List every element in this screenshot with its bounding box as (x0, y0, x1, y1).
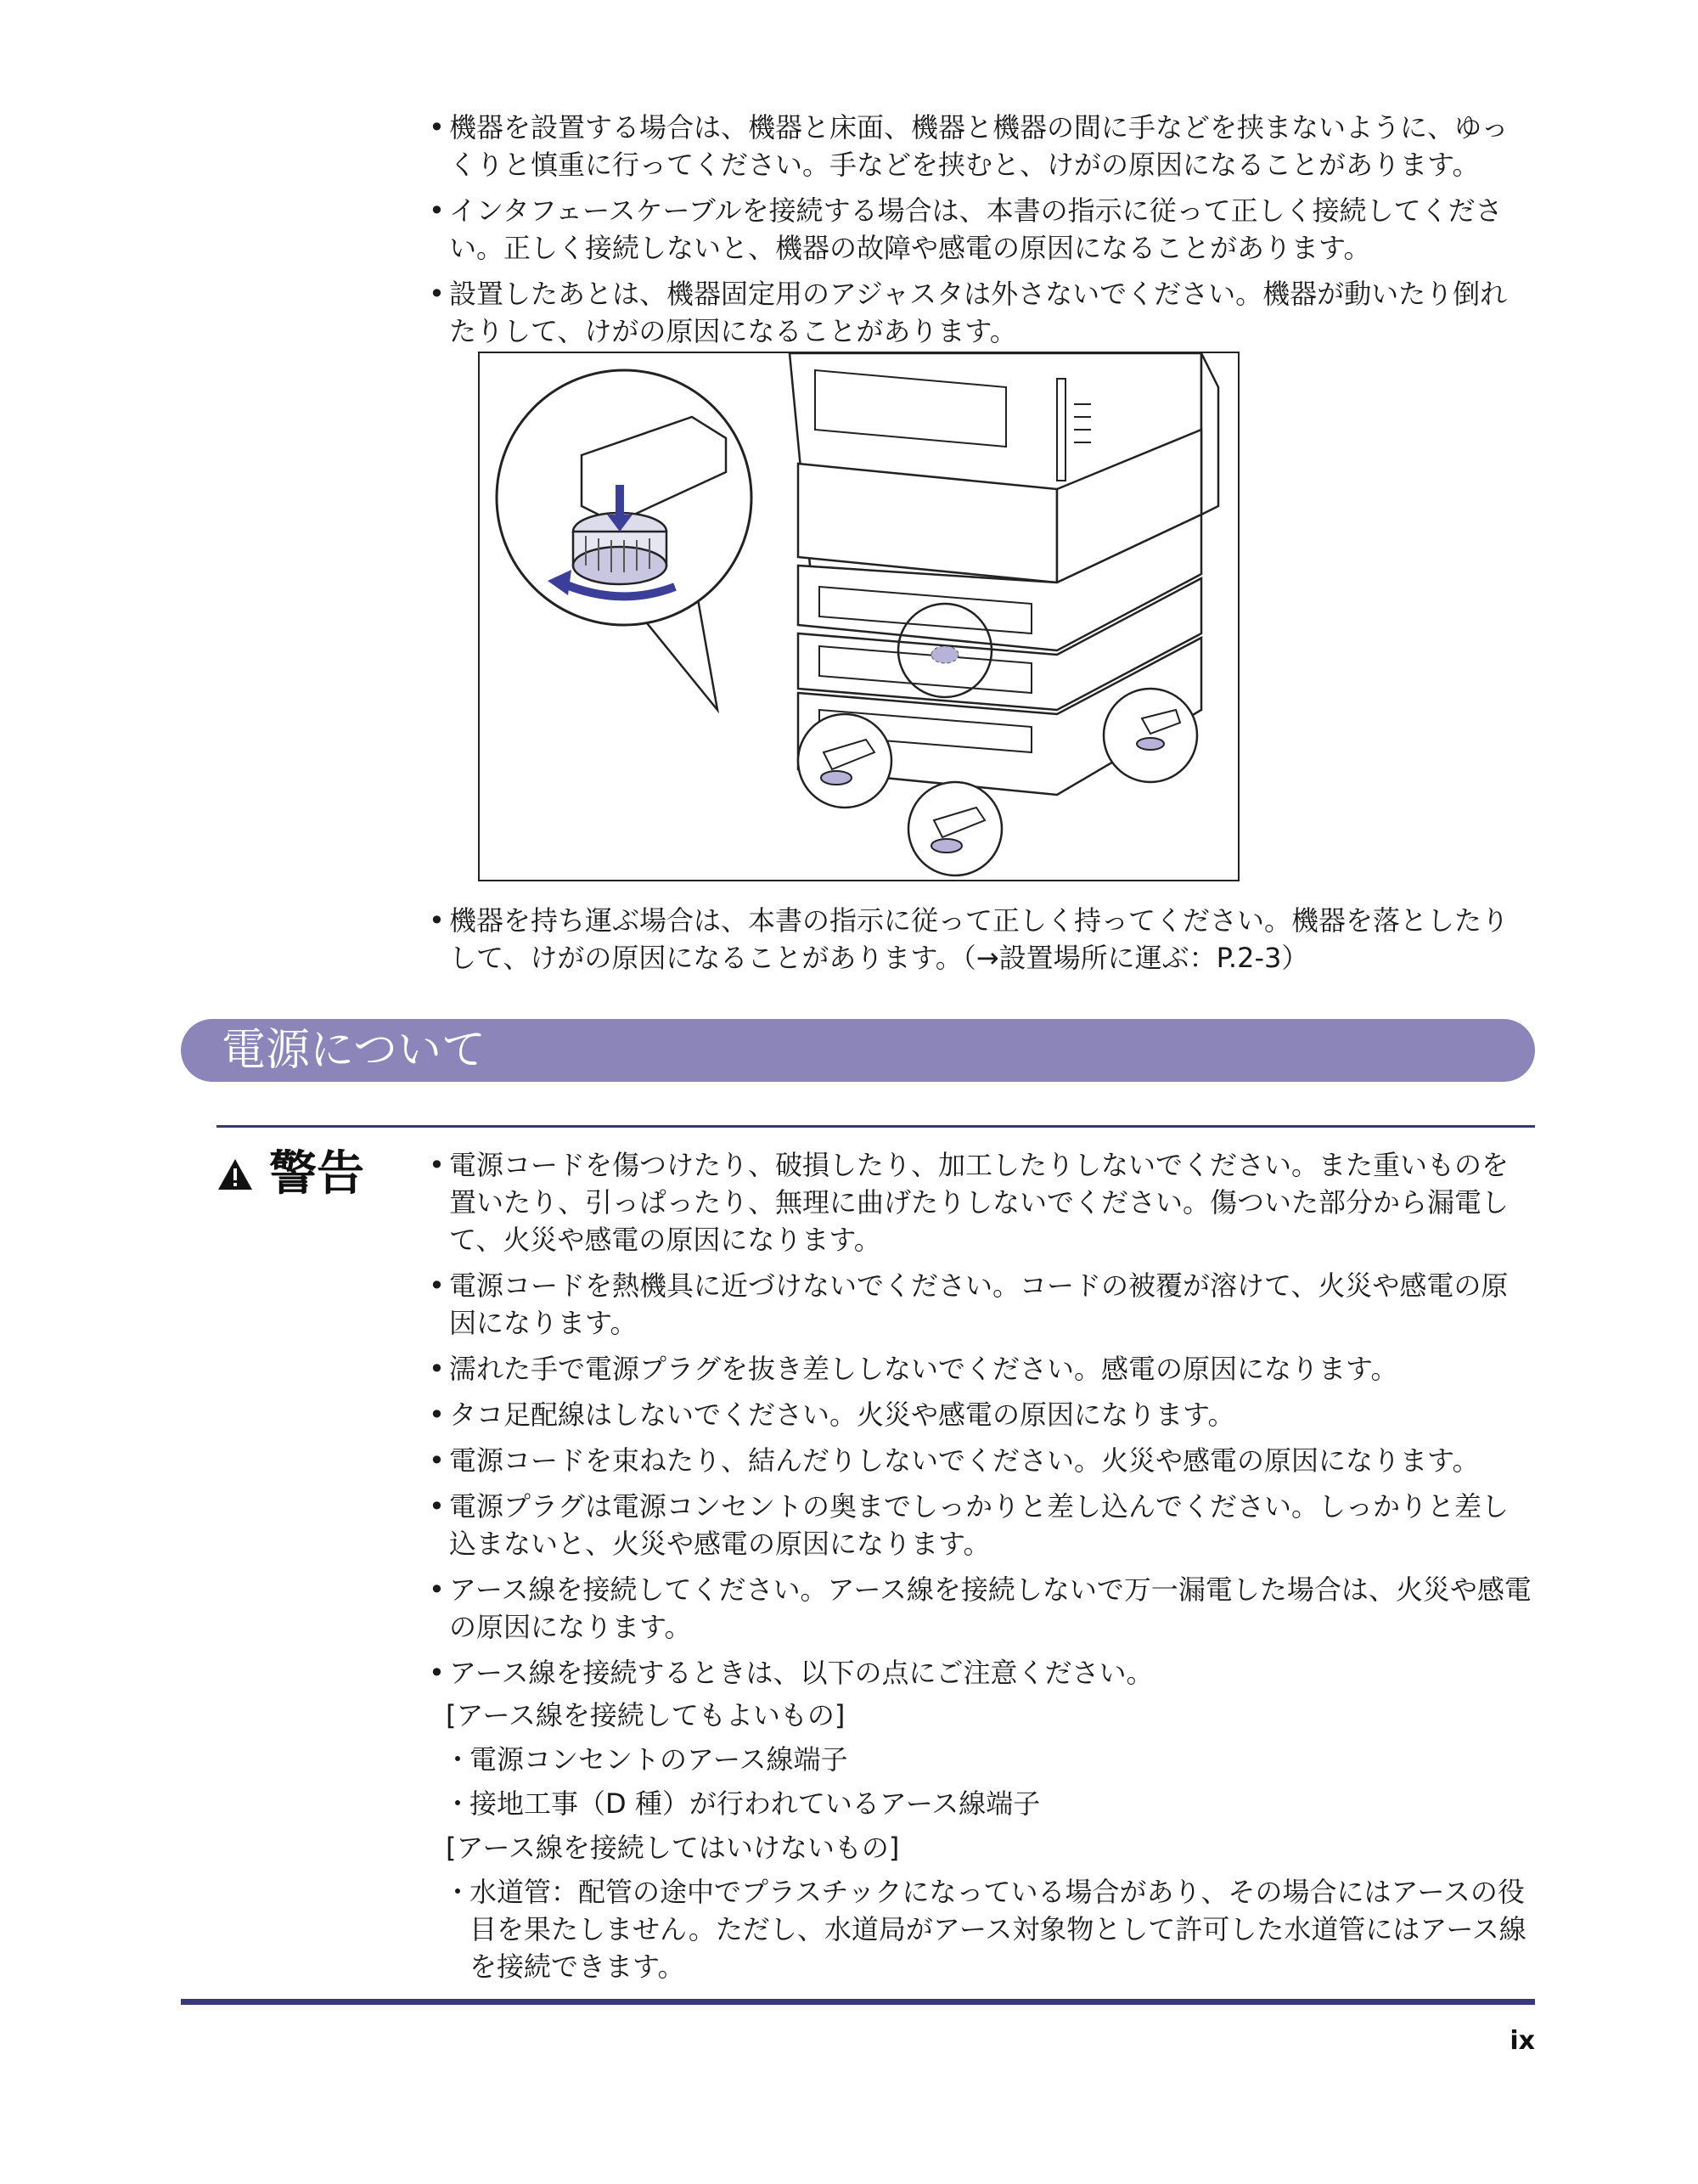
top-bullet-list (429, 109, 1532, 358)
section-divider (216, 1125, 1535, 1128)
list-item: • 電源プラグは電源コンセントの奥までしっかりと差し込んでください。しっかりと差し込まないと、火災や感電の原因になります。 (429, 1488, 1532, 1562)
warning-label (216, 1146, 364, 1202)
after-figure-bullet-list (429, 902, 1532, 985)
section-title: 電源について (222, 1025, 486, 1076)
list-item: • 電源コードを束ねたり、結んだりしないでください。火災や感電の原因になります。 (429, 1442, 1532, 1479)
warning-bullet-list (429, 1146, 1532, 1994)
list-item: • 濡れた手で電源プラグを抜き差ししないでください。感電の原因になります。 (429, 1350, 1532, 1388)
page-number: ix (1510, 2026, 1535, 2056)
list-item: • インタフェースケーブルを接続する場合は、本書の指示に従って正しく接続してください。正しく接続しないと、機器の故障や感電の原因になることがあります。 (429, 192, 1532, 267)
ng-item: ・ 水道管：配管の途中でプラスチックになっている場合があり、その場合にはアースの役目を果たしません。ただし、水道局がアース対象物として許可した水道管にはアース線を接続できます。 (449, 1873, 1532, 1985)
ok-item: ・ 電源コンセントのアース線端子 (449, 1741, 1532, 1778)
list-item (429, 1654, 1532, 1985)
earth-guidance (446, 1697, 1532, 1985)
list-item-text: • アース線を接続するときは、以下の点にご注意ください。 (449, 1657, 1154, 1689)
warning-text: 警告 (269, 1146, 364, 1202)
list-item: • 電源コードを傷つけたり、破損したり、加工したりしないでください。また重いものを置いたり、引っぱったり、無理に曲げたりしないでください。傷ついた部分から漏電して、火災や感電の原因になります。 (429, 1146, 1532, 1258)
footer-rule (181, 1999, 1535, 2005)
list-item: • アース線を接続してください。アース線を接続しないで万一漏電した場合は、火災や感電の原因になります。 (429, 1571, 1532, 1646)
list-item: • 電源コードを熱機具に近づけないでください。コードの被覆が溶けて、火災や感電の原因になります。 (429, 1267, 1532, 1342)
list-item: • 設置したあとは、機器固定用のアジャスタは外さないでください。機器が動いたり倒れたりして、けがの原因になることがあります。 (429, 275, 1532, 350)
ok-item: ・ 接地工事（D 種）が行われているアース線端子 (449, 1785, 1532, 1822)
section-heading (181, 1019, 1535, 1082)
list-item: • 機器を設置する場合は、機器と床面、機器と機器の間に手などを挟まないように、ゆっくりと慎重に行ってください。手などを挟むと、けがの原因になることがあります。 (429, 109, 1532, 183)
ok-heading: [アース線を接続してもよいもの] (446, 1699, 846, 1731)
list-item: • 機器を持ち運ぶ場合は、本書の指示に従って正しく持ってください。機器を落としたりして、けがの原因になることがあります。（→設置場所に運ぶ：P.2-3） (429, 902, 1532, 977)
adjuster-illustration (478, 352, 1240, 881)
warning-triangle-icon (216, 1157, 254, 1191)
list-item: • タコ足配線はしないでください。火災や感電の原因になります。 (429, 1396, 1532, 1433)
ng-heading: [アース線を接続してはいけないもの] (446, 1832, 900, 1864)
